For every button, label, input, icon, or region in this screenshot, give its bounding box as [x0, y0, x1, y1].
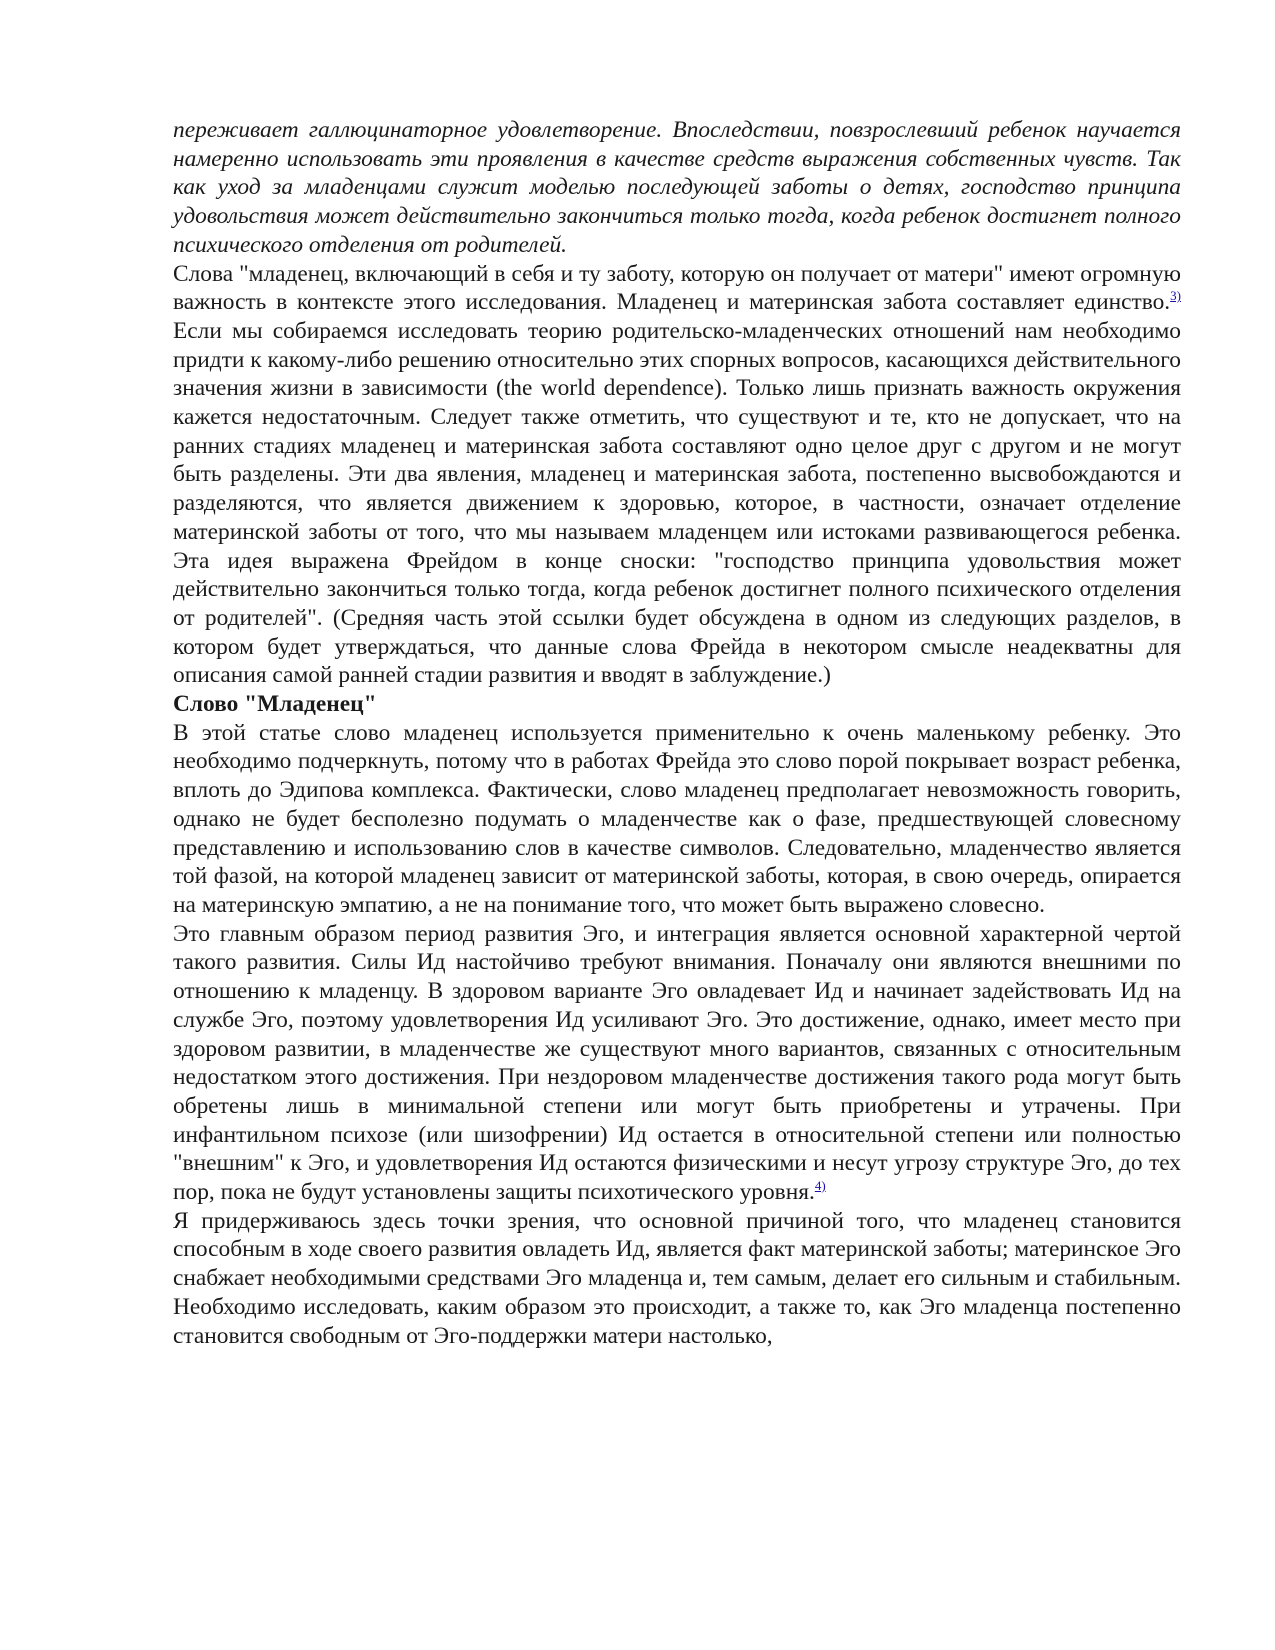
section-heading: Слово "Младенец": [173, 691, 377, 718]
paragraph-word-infant: В этой статье слово младенец используется применительно к очень маленькому ребенку. Это необходимо подчеркнуть, потому что в работах Фрейда это слово порой покрывает возраст ребенка, вплоть до Эдипова комплекса. Фактически, слово младенец предполагает невозможность говорить, однако не будет бесполезно подумать о младенчестве как о фазе, предшествующей словесному представлению и использованию слов в качестве символов. Следовательно, младенчество является той фазой, на которой младенец зависит от материнской заботы, которая, в свою очередь, опирается на материнскую эмпатию, а не на понимание того, что может быть выражено словесно.: [173, 719, 1181, 918]
paragraph-italic-quote: переживает галлюцинаторное удовлетворение. Впоследствии, повзрослевший ребенок научается намеренно использовать эти проявления в качестве средств выражения собственных чувств. Так как уход за младенцами служит моделью последующей заботы о детях, господство принципа удовольствия может действительно закончиться только тогда, когда ребенок достигнет полного психического отделения от родителей.: [173, 117, 1181, 258]
footnote-link-4[interactable]: 4): [814, 1178, 826, 1194]
document-body: [173, 116, 1181, 1350]
paragraph-infant-and-care-part2: Если мы собираемся исследовать теорию родительско-младенческих отношений нам необходимо придти к какому-либо решению относительно этих спорных вопросов, касающихся действительного значения жизни в зависимости (the world dependence). Только лишь признать важность окружения кажется недостаточным. Следует также отметить, что существуют и те, кто не допускает, что на ранних стадиях младенец и материнская забота составляют одно целое друг с другом и не могут быть разделены. Эти два явления, младенец и материнская забота, постепенно высвобождаются и разделяются, что является движением к здоровью, которое, в частности, означает отделение материнской заботы от того, что мы называем младенцем или истоками развивающегося ребенка. Эта идея выражена Фрейдом в конце сноски: "господство принципа удовольствия может действительно закончиться только тогда, когда ребенок достигнет полного психического отделения от родителей". (Средняя часть этой ссылки будет обсуждена в одном из следующих разделов, в котором будет утверждаться, что данные слова Фрейда в некотором смысле неадекватны для описания самой ранней стадии развития и вводят в заблуждение.): [173, 317, 1181, 689]
paragraph-ego-development: [173, 920, 1181, 1207]
footnote-link-3[interactable]: 3): [1170, 288, 1181, 304]
footnote-ref-4: [815, 1178, 826, 1193]
paragraph-ego-development-text: Это главным образом период развития Эго, и интеграция является основной характерной чертой такого развития. Силы Ид настойчиво требуют внимания. Поначалу они являются внешними по отношению к младенцу. В здоровом варианте Эго овладевает Ид и начинает задействовать Ид на службе Эго, поэтому удовлетворения Ид усиливают Эго. Это достижение, однако, имеет место при здоровом развитии, в младенчестве же существуют много вариантов, связанных с относительным недостатком этого достижения. При нездоровом младенчестве достижения такого рода могут быть обретены лишь в минимальной степени или могут быть приобретены и утрачены. При инфантильном психозе (или шизофрении) Ид остается в относительной степени или полностью "внешним" к Эго, и удовлетворения Ид остаются физическими и несут угрозу структуре Эго, до тех пор, пока не будут установлены защиты психотического уровня.: [173, 920, 1181, 1206]
paragraph-infant-and-care-part1: Слова "младенец, включающий в себя и ту заботу, которую он получает от матери" имеют огромную важность в контексте этого исследования. Младенец и материнская забота составляет единство.: [173, 260, 1181, 316]
paragraph-maternal-care: Я придерживаюсь здесь точки зрения, что основной причиной того, что младенец становится способным в ходе своего развития овладеть Ид, является факт материнской заботы; материнское Эго снабжает необходимыми средствами Эго младенца и, тем самым, делает его сильным и стабильным. Необходимо исследовать, каким образом это происходит, а также то, как Эго младенца постепенно становится свободным от Эго-поддержки матери настолько,: [173, 1207, 1181, 1349]
footnote-ref-3: [1170, 288, 1181, 303]
paragraph-infant-and-care: [173, 260, 1181, 691]
